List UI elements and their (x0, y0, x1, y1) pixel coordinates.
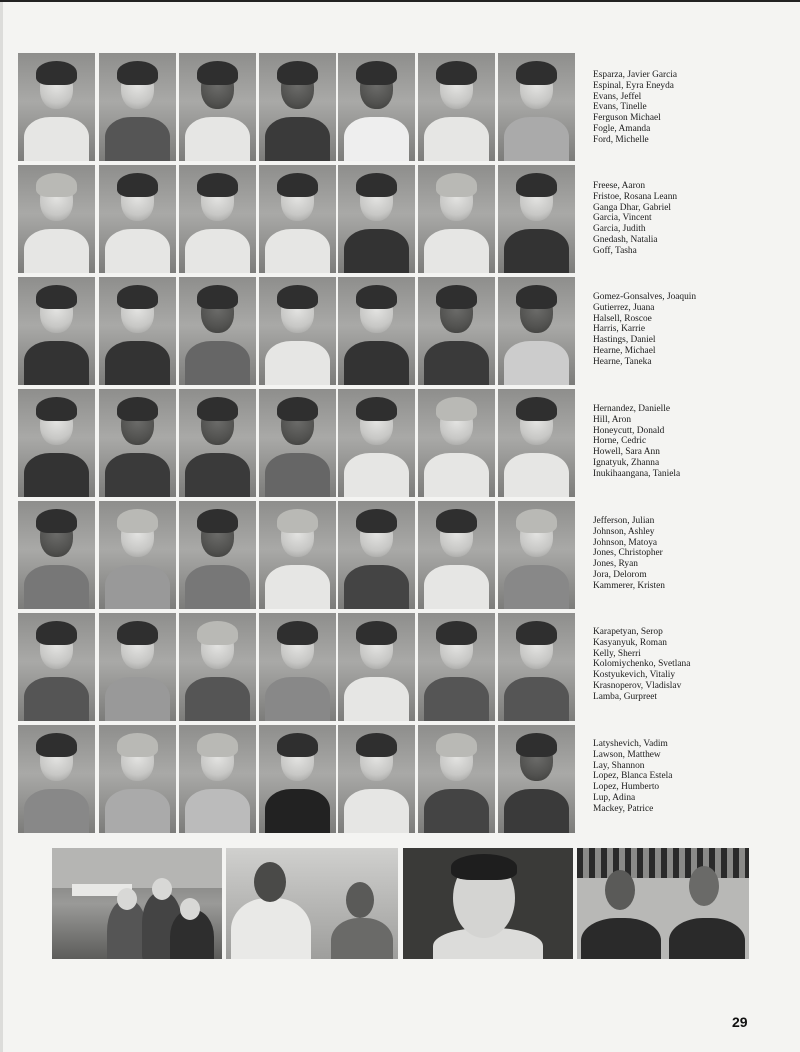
name-list-row-1 (593, 70, 793, 146)
student-name: Lopez, Blanca Estela (593, 771, 673, 782)
student-name: Karapetyan, Serop (593, 627, 663, 637)
portrait-row-2 (18, 165, 578, 275)
student-name: Lay, Shannon (593, 760, 645, 771)
student-name: Espinal, Eyra Eneyda (593, 80, 674, 91)
name-list-row-4 (593, 404, 793, 480)
page-number: 29 (732, 1014, 748, 1030)
portrait-photo (498, 501, 575, 609)
portrait-photo (418, 501, 495, 609)
portrait-photo (179, 277, 256, 385)
portrait-photo (18, 53, 95, 161)
portrait-row-4 (18, 389, 578, 499)
name-list-row-2 (593, 181, 793, 257)
portrait-photo (179, 53, 256, 161)
portrait-photo (18, 389, 95, 497)
student-name: Hernandez, Danielle (593, 404, 671, 414)
portrait-photo (99, 53, 176, 161)
candid-photo-duo (577, 848, 749, 959)
portrait-photo (498, 277, 575, 385)
portrait-photo (179, 501, 256, 609)
portrait-photo (179, 389, 256, 497)
portrait-photo (18, 613, 95, 721)
student-name: Ford, Michelle (593, 134, 649, 145)
student-name: Esparza, Javier Garcia (593, 70, 678, 80)
student-name: Garcia, Judith (593, 224, 646, 235)
student-name: Lopez, Humberto (593, 782, 660, 793)
portrait-photo (498, 725, 575, 833)
portrait-photo (99, 389, 176, 497)
name-list-row-5 (593, 516, 793, 592)
student-name: Fristoe, Rosana Leann (593, 191, 678, 202)
portrait-photo (338, 53, 415, 161)
portrait-photo (99, 725, 176, 833)
student-name: Ferguson Michael (593, 113, 661, 124)
portrait-photo (418, 165, 495, 273)
student-name: Garcia, Vincent (593, 213, 652, 224)
student-name: Johnson, Ashley (593, 526, 655, 537)
student-name: Freese, Aaron (593, 181, 646, 191)
student-name: Halsell, Roscoe (593, 313, 652, 324)
portrait-row-6 (18, 613, 578, 723)
portrait-photo (99, 277, 176, 385)
student-name: Harris, Karrie (593, 324, 646, 335)
student-name: Hearne, Michael (593, 345, 656, 356)
portrait-photo (18, 725, 95, 833)
student-name: Horne, Cedric (593, 436, 647, 447)
portrait-photo (498, 613, 575, 721)
portrait-photo (338, 725, 415, 833)
candid-photo-group (52, 848, 222, 959)
portrait-photo (259, 53, 336, 161)
student-name: Honeycutt, Donald (593, 425, 665, 436)
portrait-photo (498, 165, 575, 273)
candid-photo-pair (226, 848, 398, 959)
student-name: Ganga Dhar, Gabriel (593, 202, 671, 213)
student-name: Kasyanyuk, Roman (593, 637, 667, 648)
portrait-photo (418, 53, 495, 161)
portrait-row-5 (18, 501, 578, 611)
portrait-photo (498, 53, 575, 161)
portrait-photo (18, 165, 95, 273)
portrait-photo (338, 501, 415, 609)
page-edge (0, 0, 3, 1052)
student-name: Kelly, Sherri (593, 648, 641, 659)
portrait-photo (418, 277, 495, 385)
portrait-row-3 (18, 277, 578, 387)
portrait-photo (259, 277, 336, 385)
student-name: Johnson, Matoya (593, 537, 658, 548)
portrait-photo (418, 725, 495, 833)
portrait-photo (259, 725, 336, 833)
student-name: Gutierrez, Juana (593, 302, 655, 313)
student-name: Ignatyuk, Zhanna (593, 457, 660, 468)
student-name: Jones, Christopher (593, 548, 663, 559)
student-name: Hearne, Taneka (593, 356, 652, 367)
candid-photo-closeup (403, 848, 573, 959)
portrait-photo (99, 613, 176, 721)
student-name: Hill, Aron (593, 414, 632, 425)
student-name: Kammerer, Kristen (593, 580, 665, 591)
name-list-row-6 (593, 627, 793, 703)
portrait-photo (418, 389, 495, 497)
portrait-photo (259, 613, 336, 721)
portrait-photo (179, 165, 256, 273)
portrait-row-7 (18, 725, 578, 835)
portrait-photo (259, 389, 336, 497)
student-name: Jora, Delorom (593, 569, 647, 580)
student-name: Lamba, Gurpreet (593, 691, 658, 702)
student-name: Howell, Sara Ann (593, 447, 660, 458)
portrait-photo (18, 277, 95, 385)
student-name: Jones, Ryan (593, 559, 638, 570)
portrait-photo (338, 389, 415, 497)
student-name: Kolomiychenko, Svetlana (593, 659, 691, 670)
portrait-row-1 (18, 53, 578, 163)
portrait-photo (259, 165, 336, 273)
student-name: Hastings, Daniel (593, 335, 656, 346)
student-name: Evans, Tinelle (593, 102, 647, 113)
student-name: Lawson, Matthew (593, 749, 661, 760)
portrait-photo (418, 613, 495, 721)
student-name: Inukihaangana, Taniela (593, 468, 681, 479)
portrait-photo (99, 165, 176, 273)
portrait-photo (338, 277, 415, 385)
student-name: Jefferson, Julian (593, 516, 655, 526)
student-name: Goff, Tasha (593, 245, 637, 256)
student-name: Gnedash, Natalia (593, 234, 658, 245)
student-name: Lup, Adina (593, 792, 636, 803)
student-name: Krasnoperov, Vladislav (593, 680, 682, 691)
portrait-photo (259, 501, 336, 609)
student-name: Kostyukevich, Vitaliy (593, 670, 676, 681)
portrait-photo (338, 165, 415, 273)
student-name: Evans, Jeffel (593, 91, 642, 102)
student-name: Mackey, Patrice (593, 803, 654, 814)
portrait-photo (99, 501, 176, 609)
student-name: Fogle, Amanda (593, 123, 651, 134)
portrait-photo (179, 613, 256, 721)
student-name: Latyshevich, Vadim (593, 739, 668, 749)
portrait-photo (338, 613, 415, 721)
top-border (0, 0, 800, 2)
student-name: Gomez-Gonsalves, Joaquin (593, 292, 697, 302)
portrait-photo (498, 389, 575, 497)
name-list-row-3 (593, 292, 793, 368)
portrait-photo (179, 725, 256, 833)
portrait-photo (18, 501, 95, 609)
name-list-row-7 (593, 739, 793, 815)
